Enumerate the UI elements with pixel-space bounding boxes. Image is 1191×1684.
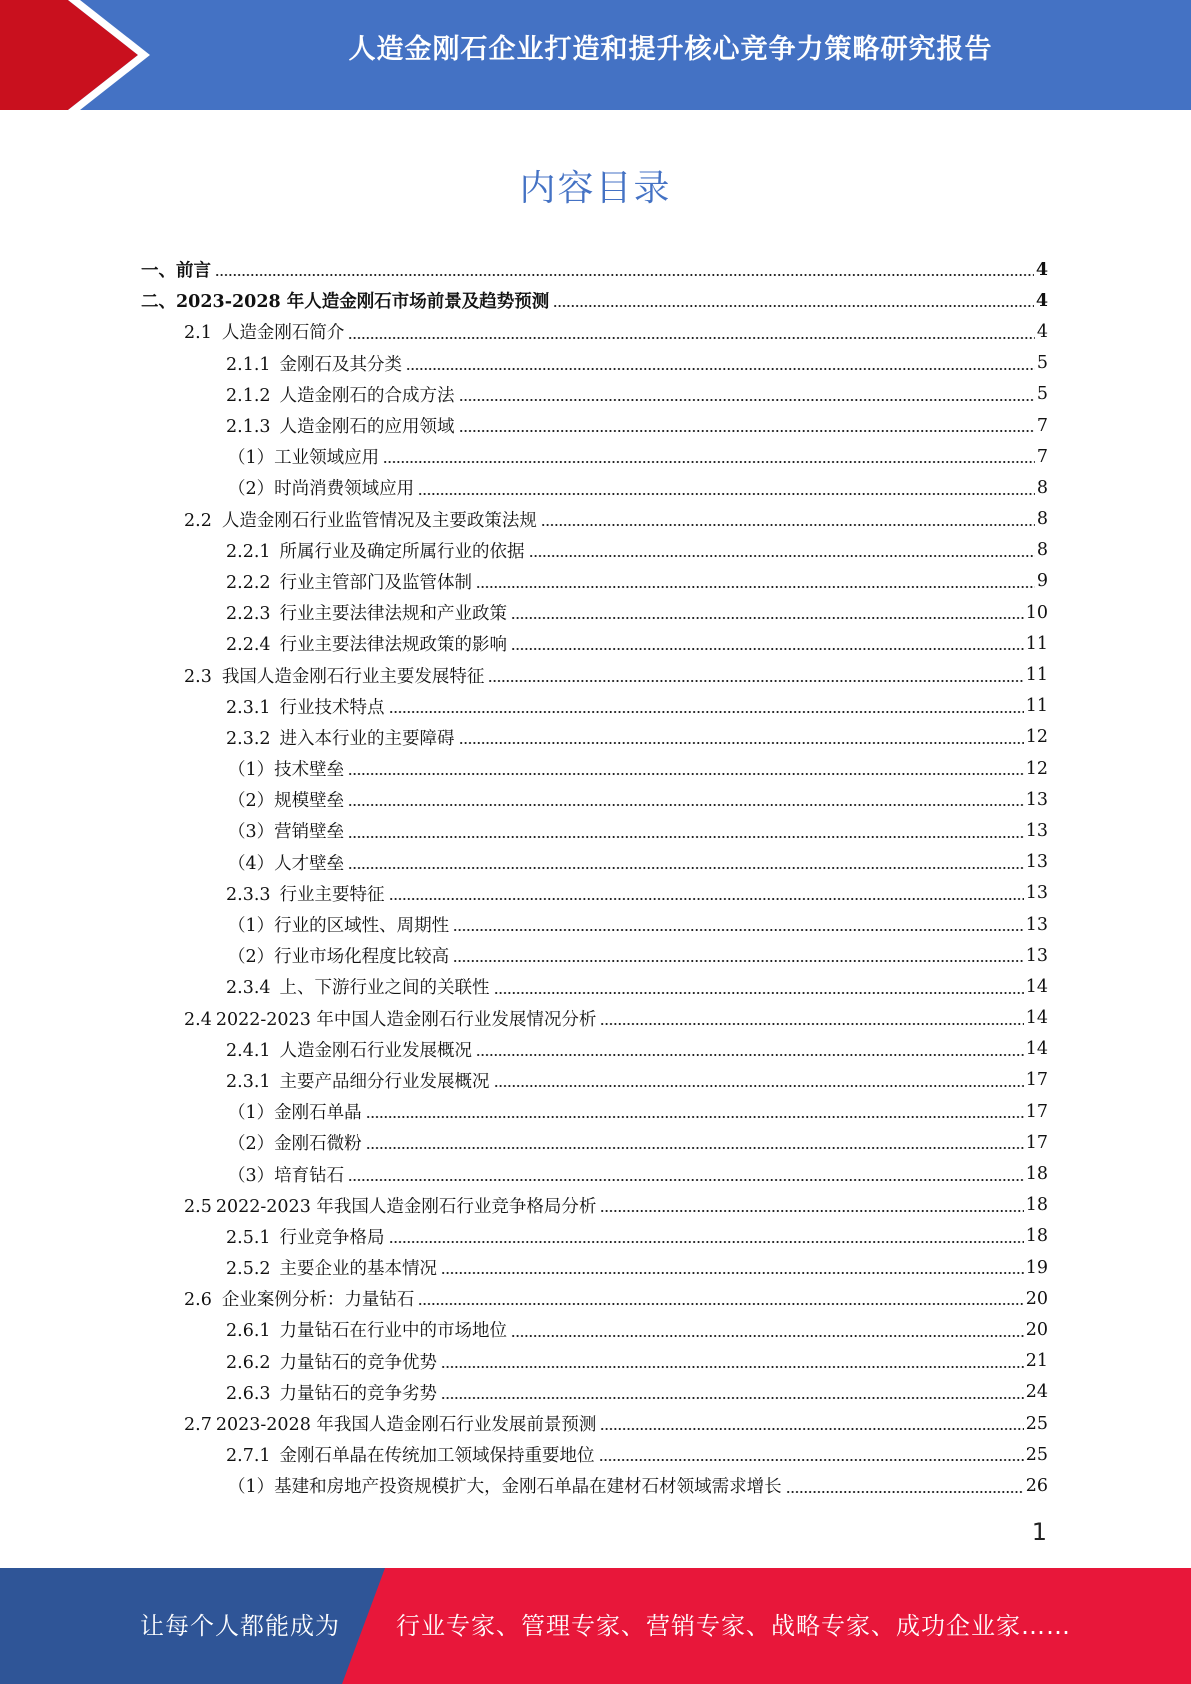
toc-entry-number: 2.6.2 xyxy=(226,1352,271,1373)
toc-entry-text: 主要产品细分行业发展概况 xyxy=(279,1071,490,1092)
toc-entry-page: 4 xyxy=(1036,321,1048,342)
toc-entry-text: 工业领域应用 xyxy=(274,448,380,469)
toc-entry-label xyxy=(226,1068,490,1093)
toc-entry-label xyxy=(228,756,344,781)
toc-entry-label xyxy=(226,1442,595,1467)
toc-entry-number: （1） xyxy=(228,448,275,469)
dot-leader xyxy=(476,1043,1024,1057)
toc-entry-label xyxy=(228,475,414,500)
toc-entry-number: （1） xyxy=(228,1477,275,1498)
toc-entry-page: 11 xyxy=(1025,665,1048,686)
toc-entry[interactable] xyxy=(0,1377,1191,1408)
toc-entry[interactable] xyxy=(0,753,1191,784)
dot-leader xyxy=(389,1230,1024,1244)
toc-entry-label xyxy=(226,600,507,625)
toc-entry-label xyxy=(228,943,449,968)
toc-entry-number: 2.4 xyxy=(184,1009,212,1030)
toc-entry-text: 上、下游行业之间的关联性 xyxy=(279,978,490,999)
toc-entry[interactable] xyxy=(0,1346,1191,1377)
toc-entry[interactable] xyxy=(0,722,1191,753)
toc-entry-text: 力量钻石的竞争优势 xyxy=(279,1352,438,1373)
toc-entry-number: 2.1.3 xyxy=(226,417,271,438)
toc-entry-page: 17 xyxy=(1025,1101,1048,1122)
toc-entry[interactable] xyxy=(0,628,1191,659)
toc-entry-text: 我国人造金刚石行业主要发展特征 xyxy=(221,666,485,687)
toc-entry-label xyxy=(228,1473,782,1498)
toc-entry-number: 2.2 xyxy=(184,510,212,531)
toc-entry-number: 2.2.3 xyxy=(226,604,271,625)
dot-leader xyxy=(599,1448,1024,1462)
toc-entry-text: 行业的区域性、周期性 xyxy=(274,916,450,937)
dot-leader xyxy=(215,263,1034,277)
chevron-arrow-icon xyxy=(0,0,160,110)
dot-leader xyxy=(786,1480,1024,1494)
toc-entry-text: 人造金刚石的应用领域 xyxy=(279,417,455,438)
toc-entry-text: 时尚消费领域应用 xyxy=(274,479,415,500)
dot-leader xyxy=(366,1105,1024,1119)
toc-entry[interactable] xyxy=(0,1470,1191,1501)
toc-entry[interactable] xyxy=(0,847,1191,878)
toc-entry-text: 金刚石微粉 xyxy=(274,1134,362,1155)
toc-entry-label xyxy=(228,787,344,812)
toc-entry-page: 25 xyxy=(1025,1444,1048,1465)
toc-entry-number: 2.3.1 xyxy=(226,697,271,718)
toc-entry-text: 行业市场化程度比较高 xyxy=(274,947,450,968)
toc-entry-page: 5 xyxy=(1036,384,1048,405)
toc-entry-page: 18 xyxy=(1025,1195,1048,1216)
toc-entry-number: （2） xyxy=(228,1134,275,1155)
toc-entry-text: 行业主要特征 xyxy=(279,884,385,905)
toc-entry-label xyxy=(226,974,490,999)
toc-entry-page: 11 xyxy=(1025,696,1048,717)
toc-entry-label xyxy=(184,1006,596,1031)
dot-leader xyxy=(600,1012,1023,1026)
toc-entry-page: 4 xyxy=(1035,290,1048,311)
toc-entry-number: 2.3 xyxy=(184,666,212,687)
toc-entry-label xyxy=(226,1349,437,1374)
toc-entry-label xyxy=(226,538,525,563)
dot-leader xyxy=(600,1199,1023,1213)
toc-entry-label xyxy=(184,1193,596,1218)
toc-entry[interactable] xyxy=(0,1127,1191,1158)
toc-entry-label xyxy=(226,881,385,906)
dot-leader xyxy=(441,1386,1024,1400)
toc-entry-page: 4 xyxy=(1035,259,1048,280)
dot-leader xyxy=(348,856,1024,870)
toc-entry[interactable] xyxy=(0,691,1191,722)
toc-title: 内容目录 xyxy=(519,168,672,209)
toc-entry[interactable] xyxy=(0,1252,1191,1283)
toc-entry-page: 9 xyxy=(1036,571,1048,592)
toc-entry-label xyxy=(226,631,507,656)
toc-entry-page: 13 xyxy=(1025,852,1048,873)
toc-entry-text: 行业主要法律法规和产业政策 xyxy=(279,604,508,625)
toc-entry-page: 13 xyxy=(1025,883,1048,904)
toc-entry[interactable] xyxy=(0,348,1191,379)
toc-entry-page: 13 xyxy=(1025,945,1048,966)
toc-entry-label xyxy=(184,507,537,532)
toc-entry-text: 力量钻石在行业中的市场地位 xyxy=(279,1321,508,1342)
toc-entry-label xyxy=(184,663,484,688)
toc-entry-number: 2.3.2 xyxy=(226,728,271,749)
toc-entry-text: 人造金刚石行业发展概况 xyxy=(279,1040,473,1061)
toc-entry-label xyxy=(184,1286,414,1311)
toc-entry[interactable] xyxy=(0,1158,1191,1189)
dot-leader xyxy=(511,606,1024,620)
toc-entry-text: 基建和房地产投资规模扩大，金刚石单晶在建材石材领域需求增长 xyxy=(274,1477,782,1498)
toc-entry[interactable] xyxy=(0,254,1191,285)
dot-leader xyxy=(348,762,1024,776)
toc-entry[interactable] xyxy=(0,410,1191,441)
toc-entry-label xyxy=(226,1255,437,1280)
toc-entry-number: 2.5 xyxy=(184,1196,212,1217)
toc-entry[interactable] xyxy=(0,1439,1191,1470)
page-number: 1 xyxy=(1031,1518,1047,1546)
dot-leader xyxy=(441,1261,1024,1275)
toc-entry-label xyxy=(228,818,344,843)
toc-entry-page: 7 xyxy=(1036,446,1048,467)
toc-entry[interactable] xyxy=(0,784,1191,815)
toc-entry-label xyxy=(226,569,472,594)
dot-leader xyxy=(476,575,1035,589)
toc-entry[interactable] xyxy=(0,441,1191,472)
toc-entry-number: 2.6.1 xyxy=(226,1321,271,1342)
toc-entry-page: 13 xyxy=(1025,789,1048,810)
dot-leader xyxy=(366,1136,1024,1150)
toc-entry-page: 14 xyxy=(1025,1039,1048,1060)
toc-entry-number: 2.5.2 xyxy=(226,1259,271,1280)
toc-entry-page: 13 xyxy=(1025,820,1048,841)
dot-leader xyxy=(459,388,1035,402)
toc-entry-number: 2.1.2 xyxy=(226,385,271,406)
toc-entry-page: 18 xyxy=(1025,1164,1048,1185)
toc-entry-page: 14 xyxy=(1025,976,1048,997)
toc-entry-text: 人造金刚石的合成方法 xyxy=(279,385,455,406)
dot-leader xyxy=(453,949,1024,963)
toc-entry-text: 行业主要法律法规政策的影响 xyxy=(279,635,508,656)
dot-leader xyxy=(494,981,1024,995)
table-of-contents xyxy=(0,254,1191,1502)
toc-entry-label xyxy=(226,1380,437,1405)
dot-leader xyxy=(441,1355,1024,1369)
toc-entry-text: 力量钻石的竞争劣势 xyxy=(279,1383,438,1404)
toc-entry[interactable] xyxy=(0,1096,1191,1127)
toc-entry-number: 2.6 xyxy=(184,1290,212,1311)
toc-entry-text: 人造金刚石行业监管情况及主要政策法规 xyxy=(221,510,537,531)
toc-entry-page: 8 xyxy=(1036,477,1048,498)
toc-entry[interactable] xyxy=(0,909,1191,940)
toc-entry-text: 营销壁垒 xyxy=(274,822,345,843)
toc-entry-page: 12 xyxy=(1025,727,1048,748)
dot-leader xyxy=(389,700,1024,714)
footer-slogan-right: 行业专家、管理专家、营销专家、战略专家、成功企业家…… xyxy=(396,1612,1071,1640)
toc-entry-page: 20 xyxy=(1025,1319,1048,1340)
toc-entry-label xyxy=(226,351,402,376)
toc-entry[interactable] xyxy=(0,815,1191,846)
dot-leader xyxy=(453,918,1024,932)
toc-entry-label xyxy=(228,850,344,875)
toc-entry-label xyxy=(226,382,455,407)
toc-entry-text: 前言 xyxy=(176,261,211,282)
toc-entry-label xyxy=(226,413,455,438)
toc-entry[interactable] xyxy=(0,472,1191,503)
toc-entry-label xyxy=(228,912,449,937)
toc-entry[interactable] xyxy=(0,597,1191,628)
toc-entry-label xyxy=(184,1411,596,1436)
toc-entry-page: 5 xyxy=(1036,353,1048,374)
toc-entry-label xyxy=(141,257,211,282)
toc-entry-label xyxy=(228,1099,362,1124)
dot-leader xyxy=(511,1324,1024,1338)
toc-entry-text: 人才壁垒 xyxy=(274,853,345,874)
toc-entry-page: 20 xyxy=(1025,1288,1048,1309)
toc-entry-page: 12 xyxy=(1025,758,1048,779)
toc-entry-number: 2.2.4 xyxy=(226,635,271,656)
toc-entry-text: 金刚石单晶在传统加工领域保持重要地位 xyxy=(279,1446,595,1467)
toc-entry[interactable] xyxy=(0,971,1191,1002)
dot-leader xyxy=(383,450,1035,464)
toc-entry[interactable] xyxy=(0,379,1191,410)
dot-leader xyxy=(348,326,1035,340)
toc-entry-page: 14 xyxy=(1025,1008,1048,1029)
toc-entry-number: 2.3.4 xyxy=(226,978,271,999)
toc-entry-number: （2） xyxy=(228,791,275,812)
toc-entry-page: 26 xyxy=(1025,1475,1048,1496)
toc-entry[interactable] xyxy=(0,1314,1191,1345)
toc-entry[interactable] xyxy=(0,878,1191,909)
toc-entry-label xyxy=(226,725,455,750)
toc-entry-text: 技术壁垒 xyxy=(274,760,345,781)
toc-entry-page: 7 xyxy=(1036,415,1048,436)
dot-leader xyxy=(459,731,1024,745)
toc-entry[interactable] xyxy=(0,1034,1191,1065)
toc-entry-text: 金刚石单晶 xyxy=(274,1103,362,1124)
dot-leader xyxy=(600,1417,1023,1431)
toc-entry-text: 规模壁垒 xyxy=(274,791,345,812)
toc-entry[interactable] xyxy=(0,316,1191,347)
toc-entry[interactable] xyxy=(0,1003,1191,1034)
toc-entry-text: 进入本行业的主要障碍 xyxy=(279,728,455,749)
toc-entry-text: 培育钻石 xyxy=(274,1165,345,1186)
dot-leader xyxy=(494,1074,1024,1088)
dot-leader xyxy=(348,793,1024,807)
toc-entry-label xyxy=(228,444,379,469)
toc-entry-page: 11 xyxy=(1025,633,1048,654)
toc-entry-page: 8 xyxy=(1036,540,1048,561)
dot-leader xyxy=(541,513,1035,527)
toc-entry-page: 19 xyxy=(1025,1257,1048,1278)
toc-entry-text: 人造金刚石简介 xyxy=(221,323,345,344)
toc-entry-text: 行业竞争格局 xyxy=(279,1227,385,1248)
toc-entry-number: 2.4.1 xyxy=(226,1040,271,1061)
toc-entry[interactable] xyxy=(0,1283,1191,1314)
toc-entry-number: 2.6.3 xyxy=(226,1383,271,1404)
toc-entry-label xyxy=(184,319,344,344)
toc-entry-text: 金刚石及其分类 xyxy=(279,354,403,375)
toc-entry-text: 2022-2023 年我国人造金刚石行业竞争格局分析 xyxy=(215,1196,597,1217)
dot-leader xyxy=(418,482,1035,496)
toc-entry-text: 主要企业的基本情况 xyxy=(279,1259,438,1280)
toc-entry-number: （3） xyxy=(228,1165,275,1186)
toc-entry-number: 2.2.1 xyxy=(226,541,271,562)
toc-entry[interactable] xyxy=(0,659,1191,690)
toc-entry[interactable] xyxy=(0,1408,1191,1439)
toc-entry-page: 24 xyxy=(1025,1382,1048,1403)
toc-entry-number: 一、 xyxy=(141,261,176,282)
footer-slogan-left: 让每个人都能成为 xyxy=(140,1612,340,1640)
toc-entry-number: 二、 xyxy=(141,292,176,313)
toc-entry-page: 13 xyxy=(1025,914,1048,935)
toc-entry-number: 2.1.1 xyxy=(226,354,271,375)
toc-entry-number: （2） xyxy=(228,947,275,968)
toc-entry-number: 2.7.1 xyxy=(226,1446,271,1467)
toc-entry[interactable] xyxy=(0,1221,1191,1252)
report-title: 人造金刚石企业打造和提升核心竞争力策略研究报告 xyxy=(348,34,993,65)
toc-entry-text: 2023-2028 年我国人造金刚石行业发展前景预测 xyxy=(215,1415,597,1436)
dot-leader xyxy=(406,357,1035,371)
toc-entry[interactable] xyxy=(0,1190,1191,1221)
toc-entry-label xyxy=(226,694,385,719)
toc-entry-page: 21 xyxy=(1025,1351,1048,1372)
toc-entry-number: （2） xyxy=(228,479,275,500)
toc-entry-page: 17 xyxy=(1025,1070,1048,1091)
toc-entry-number: （1） xyxy=(228,916,275,937)
toc-entry[interactable] xyxy=(0,504,1191,535)
toc-entry[interactable] xyxy=(0,566,1191,597)
toc-entry-label xyxy=(226,1224,385,1249)
dot-leader xyxy=(529,544,1035,558)
dot-leader xyxy=(418,1292,1023,1306)
dot-leader xyxy=(553,294,1034,308)
dot-leader xyxy=(348,1168,1024,1182)
toc-entry-page: 18 xyxy=(1025,1226,1048,1247)
toc-entry-label xyxy=(141,288,549,313)
toc-entry-label xyxy=(226,1317,507,1342)
toc-entry-text: 行业技术特点 xyxy=(279,697,385,718)
header-banner xyxy=(0,0,1191,110)
toc-entry-number: （3） xyxy=(228,822,275,843)
dot-leader xyxy=(389,887,1024,901)
toc-entry-text: 2023-2028 年人造金刚石市场前景及趋势预测 xyxy=(176,292,550,313)
dot-leader xyxy=(511,637,1024,651)
dot-leader xyxy=(488,669,1023,683)
toc-entry-text: 2022-2023 年中国人造金刚石行业发展情况分析 xyxy=(215,1009,597,1030)
toc-entry-page: 10 xyxy=(1025,602,1048,623)
toc-entry-number: （1） xyxy=(228,760,275,781)
toc-entry-text: 行业主管部门及监管体制 xyxy=(279,572,473,593)
toc-entry-number: 2.5.1 xyxy=(226,1227,271,1248)
toc-entry[interactable] xyxy=(0,285,1191,316)
toc-entry-label xyxy=(226,1037,472,1062)
toc-entry-number: （1） xyxy=(228,1103,275,1124)
toc-entry[interactable] xyxy=(0,535,1191,566)
toc-entry-number: （4） xyxy=(228,853,275,874)
toc-entry-page: 17 xyxy=(1025,1132,1048,1153)
toc-entry-number: 2.2.2 xyxy=(226,572,271,593)
toc-entry-label xyxy=(228,1162,344,1187)
toc-entry-text: 所属行业及确定所属行业的依据 xyxy=(279,541,525,562)
toc-entry[interactable] xyxy=(0,1065,1191,1096)
toc-entry-number: 2.3.3 xyxy=(226,884,271,905)
toc-entry-text: 企业案例分析：力量钻石 xyxy=(221,1290,415,1311)
dot-leader xyxy=(459,419,1035,433)
toc-entry-page: 8 xyxy=(1036,509,1048,530)
dot-leader xyxy=(348,825,1024,839)
toc-entry-page: 25 xyxy=(1025,1413,1048,1434)
toc-entry-number: 2.7 xyxy=(184,1415,212,1436)
toc-entry-number: 2.1 xyxy=(184,323,212,344)
toc-entry-label xyxy=(228,1130,362,1155)
toc-entry[interactable] xyxy=(0,940,1191,971)
toc-entry-number: 2.3.1 xyxy=(226,1071,271,1092)
footer-banner xyxy=(0,1568,1191,1684)
